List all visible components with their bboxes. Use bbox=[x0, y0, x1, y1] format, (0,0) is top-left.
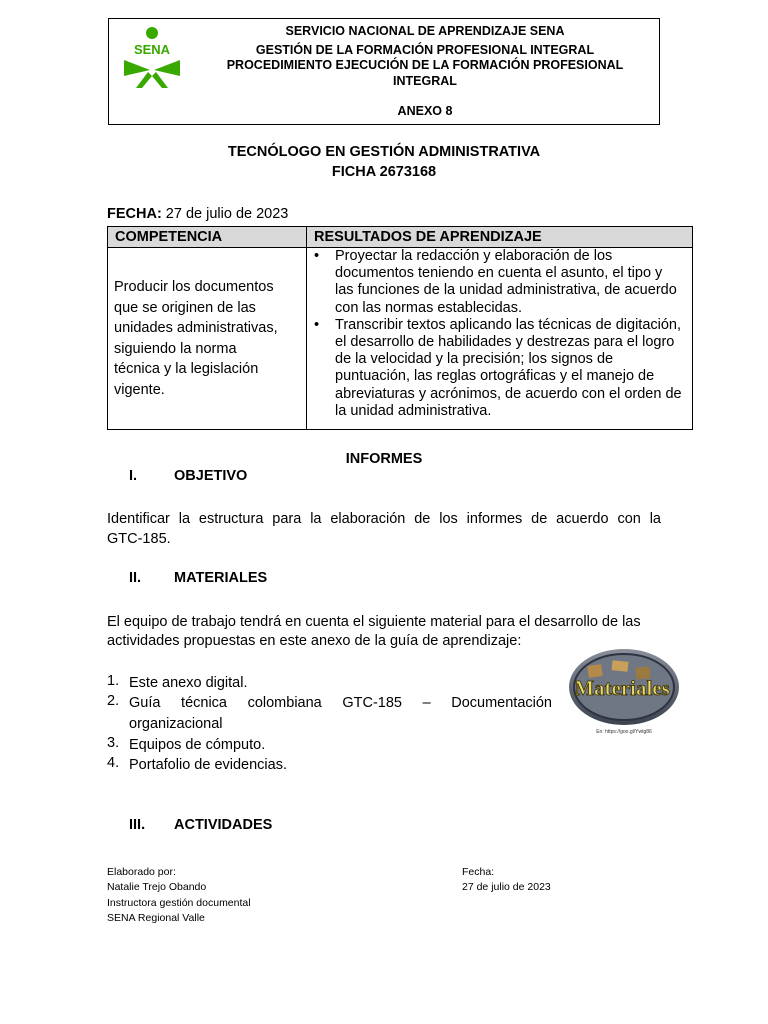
objetivo-line-1: Identificar la estructura para la elaboración de los informes de acuerdo con la bbox=[107, 511, 661, 527]
informes-title: INFORMES bbox=[345, 451, 423, 467]
competencia-line: que se originen de las bbox=[114, 299, 256, 316]
table-row bbox=[108, 248, 693, 430]
resultado-line: la unidad administrativa. bbox=[335, 402, 492, 419]
footer-author bbox=[107, 865, 251, 926]
footer-date-label: Fecha: bbox=[462, 866, 495, 878]
resultado-line: puntuación, las reglas ortográficas y el manejo de bbox=[335, 368, 655, 385]
section-title-materiales: MATERIALES bbox=[174, 570, 268, 586]
date-line bbox=[107, 204, 288, 224]
header-annex: ANEXO 8 bbox=[397, 104, 453, 118]
materiales-image bbox=[566, 645, 682, 737]
header-line-3: PROCEDIMIENTO EJECUCIÓN DE LA FORMACIÓN PROFESIONAL bbox=[226, 58, 624, 72]
competencia-line: vigente. bbox=[114, 381, 165, 398]
footer-author-label: Elaborado por: bbox=[107, 866, 176, 878]
resultado-line: de la velocidad y la precisión; los signos de bbox=[335, 351, 614, 368]
section-number-actividades: III. bbox=[129, 817, 146, 833]
footer-author-name: Natalie Trejo Obando bbox=[107, 881, 207, 894]
section-number-materiales: II. bbox=[129, 570, 142, 586]
header-resultados: RESULTADOS DE APRENDIZAJE bbox=[307, 227, 693, 248]
list-item-continuation: organizacional bbox=[129, 716, 223, 732]
section-title-objetivo: OBJETIVO bbox=[174, 468, 248, 484]
sena-logo bbox=[120, 26, 184, 90]
materiales-graphic-icon bbox=[566, 645, 682, 737]
competencia-cell bbox=[108, 248, 307, 430]
header-competencia: COMPETENCIA bbox=[108, 227, 307, 248]
competencia-line: unidades administrativas, bbox=[114, 320, 278, 336]
footer-date bbox=[462, 865, 551, 896]
competencia-line: siguiendo la norma bbox=[114, 340, 237, 357]
resultados-cell bbox=[307, 248, 693, 430]
resultado-line: Proyectar la redacción y elaboración de los bbox=[335, 248, 613, 264]
resultado-line: las funciones de la unidad administrativa, de acuerdo bbox=[335, 282, 677, 299]
program-title: TECNÓLOGO EN GESTIÓN ADMINISTRATIVA bbox=[227, 144, 541, 160]
sena-logo-text: SENA bbox=[133, 42, 171, 57]
header-line-1: SERVICIO NACIONAL DE APRENDIZAJE SENA bbox=[285, 24, 565, 38]
materiales-intro-line-1: El equipo de trabajo tendrá en cuenta el siguiente material para el desarrollo de las bbox=[107, 614, 641, 630]
table-header-row bbox=[108, 227, 693, 248]
materiales-image-caption: En: https://goo.gl/Ywtg86 bbox=[596, 729, 652, 735]
header-line-2: GESTIÓN DE LA FORMACIÓN PROFESIONAL INTEGRAL bbox=[255, 43, 595, 57]
resultado-line: documentos teniendo en cuenta el asunto, el tipo y bbox=[335, 265, 663, 282]
bullet-icon: • bbox=[314, 316, 320, 333]
resultado-line: el desarrollo de habilidades y destrezas para el logro bbox=[335, 334, 675, 351]
sena-logo-icon bbox=[120, 26, 184, 90]
footer-author-org: SENA Regional Valle bbox=[107, 911, 205, 924]
list-item: Equipos de cómputo. bbox=[129, 737, 266, 753]
bullet-icon: • bbox=[314, 248, 320, 264]
objetivo-line-2: GTC-185. bbox=[107, 531, 171, 547]
program-ficha: FICHA 2673168 bbox=[331, 164, 437, 180]
list-number: 3. bbox=[107, 735, 120, 751]
section-title-actividades: ACTIVIDADES bbox=[174, 817, 273, 833]
competencia-line: Producir los documentos bbox=[114, 279, 274, 295]
footer-author-role: Instructora gestión documental bbox=[107, 896, 251, 909]
list-item: Guía técnica colombiana GTC-185 – Documentación bbox=[129, 695, 552, 711]
list-number: 4. bbox=[107, 755, 120, 771]
resultado-line: abreviaturas y acrónimos, de acuerdo con el orden de bbox=[335, 385, 682, 402]
section-number-objetivo: I. bbox=[129, 468, 138, 484]
header-line-4: INTEGRAL bbox=[393, 74, 457, 88]
resultado-item bbox=[314, 316, 692, 420]
date-label: FECHA: bbox=[107, 206, 162, 222]
resultado-line: Transcribir textos aplicando las técnicas de digitación, bbox=[335, 316, 682, 333]
materiales-intro-line-2: actividades propuestas en este anexo de la guía de aprendizaje: bbox=[107, 633, 522, 649]
list-number: 1. bbox=[107, 673, 120, 689]
footer-date-value: 27 de julio de 2023 bbox=[462, 881, 551, 894]
resultado-line: con las normas establecidas. bbox=[335, 299, 522, 316]
competency-table bbox=[107, 226, 693, 430]
list-number: 2. bbox=[107, 693, 120, 709]
list-item: Este anexo digital. bbox=[129, 675, 248, 691]
list-item: Portafolio de evidencias. bbox=[129, 757, 287, 773]
materiales-image-label: Materiales bbox=[574, 676, 670, 700]
competencia-line: técnica y la legislación bbox=[114, 361, 259, 377]
date-value: 27 de julio de 2023 bbox=[161, 206, 289, 222]
resultado-item bbox=[314, 248, 692, 317]
